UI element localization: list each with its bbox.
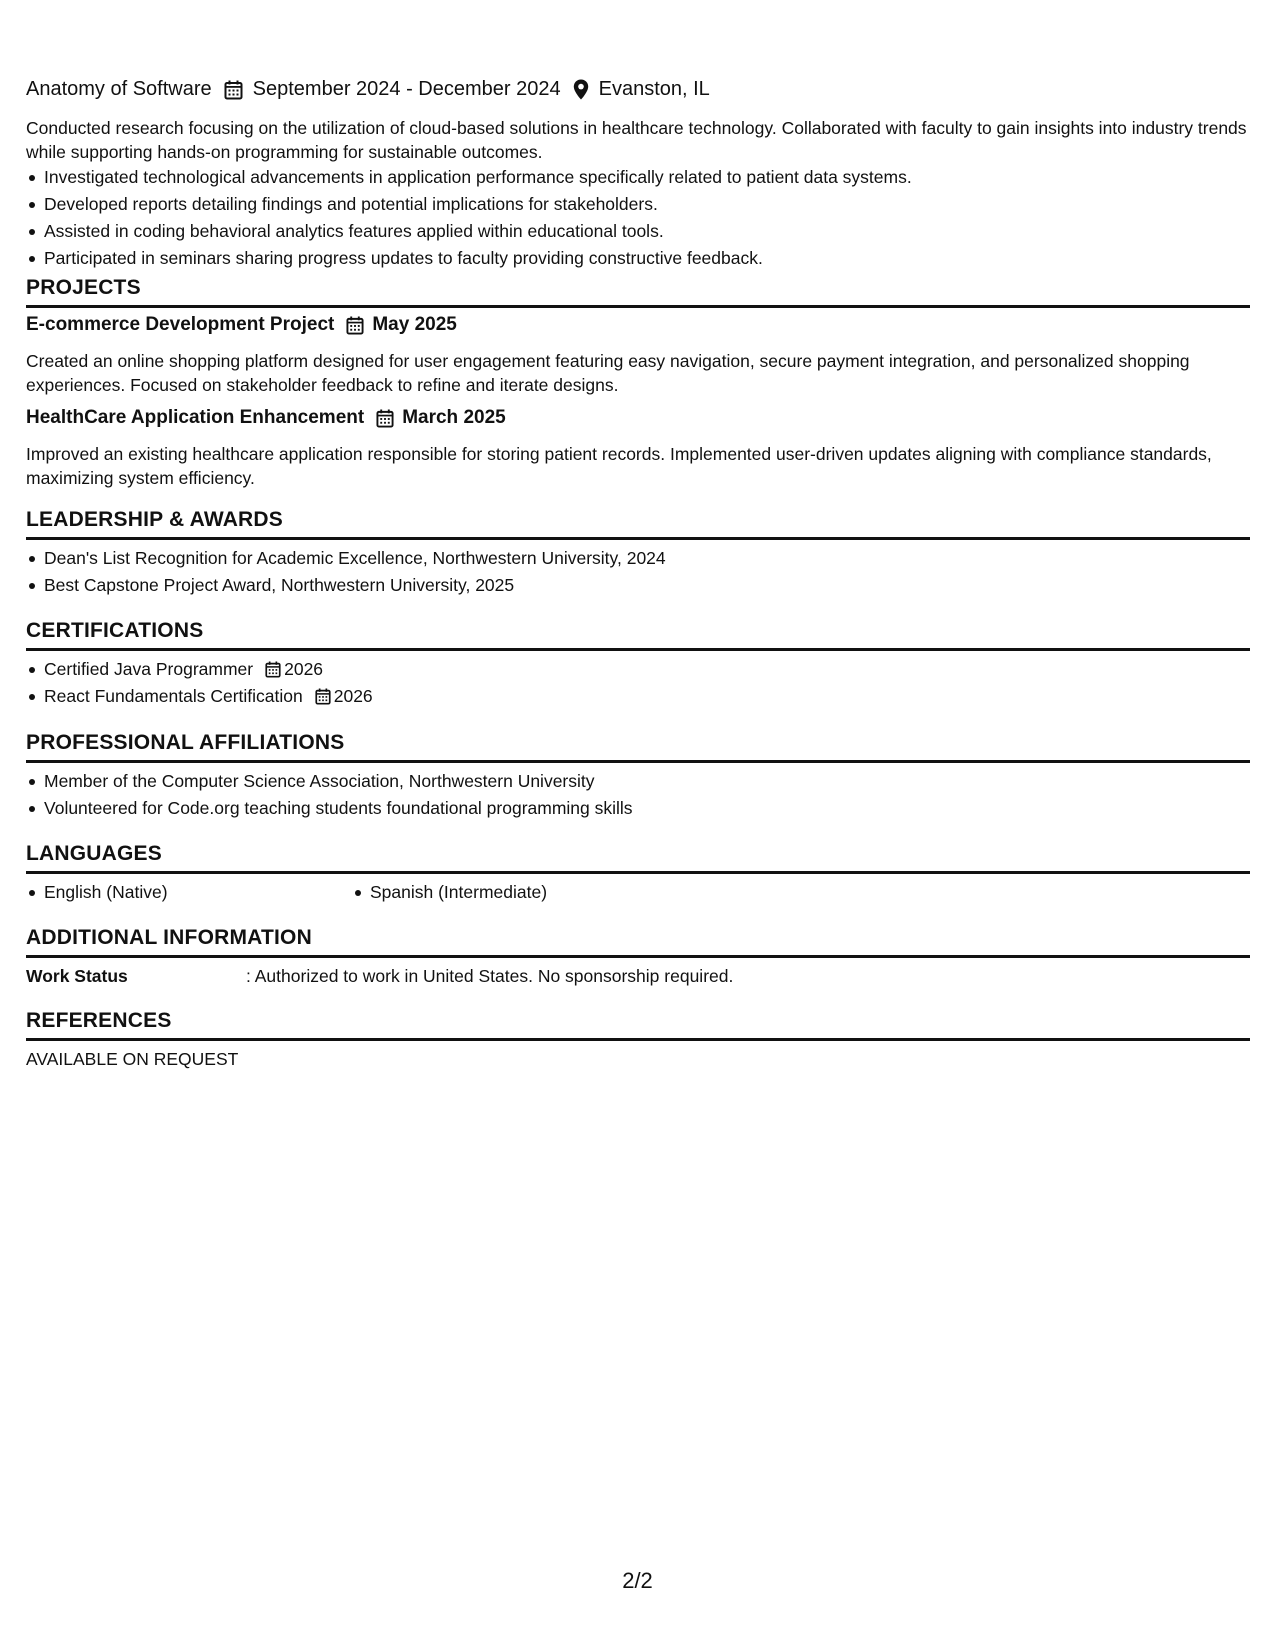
experience-bullet-list (26, 165, 1268, 273)
certification-year: 2026 (284, 659, 324, 679)
list-item: Spanish (Intermediate) (370, 880, 678, 904)
list-item: Volunteered for Code.org teaching students foundational programming skills (44, 796, 1268, 823)
work-status-label: Work Status (26, 966, 128, 986)
project-date: May 2025 (372, 314, 457, 335)
project-title: E-commerce Development Project (26, 314, 335, 335)
calendar-icon (376, 409, 394, 428)
work-status-value: : Authorized to work in United States. No sponsorship required. (246, 966, 734, 986)
list-item: Dean's List Recognition for Academic Excellence, Northwestern University, 2024 (44, 546, 1268, 573)
project-description: Improved an existing healthcare application responsible for storing patient records. Implemented user-driven updates aligning with compliance standards, maximizing system efficiency. (26, 444, 1212, 488)
list-item (44, 684, 1268, 711)
section-heading-additional-info: ADDITIONAL INFORMATION (26, 926, 1250, 958)
project-date: March 2025 (402, 407, 506, 428)
references-text: AVAILABLE ON REQUEST (26, 1049, 239, 1069)
project-title: HealthCare Application Enhancement (26, 407, 365, 428)
experience-dates: September 2024 - December 2024 (252, 78, 561, 100)
leadership-list (26, 546, 1268, 600)
certifications-list (26, 657, 1268, 711)
project-title-row (26, 314, 457, 336)
list-item: English (Native) (44, 880, 352, 904)
section-heading-leadership: LEADERSHIP & AWARDS (26, 508, 1250, 540)
certification-name: React Fundamentals Certification (44, 686, 303, 706)
section-heading-affiliations: PROFESSIONAL AFFILIATIONS (26, 731, 1250, 763)
project-description: Created an online shopping platform designed for user engagement featuring easy navigation, secure payment integration, and personalized shopping experiences. Focused on stakeholder feedback to refine and iterate designs. (26, 351, 1190, 395)
list-item: Member of the Computer Science Association, Northwestern University (44, 769, 1268, 796)
affiliations-list (26, 769, 1268, 823)
certification-year: 2026 (333, 686, 373, 706)
list-item: Investigated technological advancements in application performance specifically related to patient data systems. (44, 165, 1268, 192)
experience-title: Anatomy of Software (26, 78, 212, 100)
experience-header (26, 78, 710, 101)
work-status-row (26, 964, 1250, 988)
list-item (44, 657, 1268, 684)
certification-name: Certified Java Programmer (44, 659, 254, 679)
section-heading-references: REFERENCES (26, 1009, 1250, 1041)
section-heading-projects: PROJECTS (26, 276, 1250, 308)
section-heading-languages: LANGUAGES (26, 842, 1250, 874)
calendar-icon (315, 688, 331, 705)
experience-description: Conducted research focusing on the utilization of cloud-based solutions in healthcare technology. Collaborated with faculty to gain insights into industry trends while supporting hands-on programming for sustainable outcomes. (26, 118, 1247, 162)
calendar-icon (224, 80, 243, 100)
section-heading-certifications: CERTIFICATIONS (26, 619, 1250, 651)
map-pin-icon (573, 79, 589, 100)
calendar-icon (265, 661, 281, 678)
list-item: Participated in seminars sharing progress updates to faculty providing constructive feedback. (44, 246, 1268, 273)
project-title-row (26, 407, 506, 429)
languages-list (26, 880, 1250, 904)
page-number: 2/2 (622, 1568, 653, 1593)
list-item: Assisted in coding behavioral analytics features applied within educational tools. (44, 219, 1268, 246)
experience-location: Evanston, IL (598, 78, 710, 100)
calendar-icon (346, 316, 364, 335)
list-item: Developed reports detailing findings and potential implications for stakeholders. (44, 192, 1268, 219)
list-item: Best Capstone Project Award, Northwestern University, 2025 (44, 573, 1268, 600)
